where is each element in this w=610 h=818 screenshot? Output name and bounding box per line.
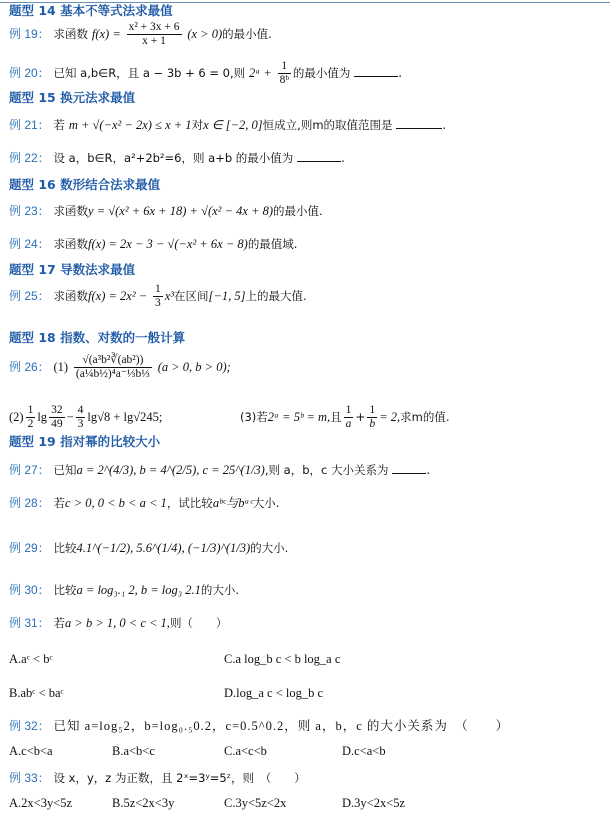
example-label: 例 23： <box>9 204 50 218</box>
fraction: $\frac{1}{a}$ <box>345 404 352 430</box>
example-19: 例 19： 求函数 f(x) = $\frac{\text{x² + 3x + 6}}{x + 1}$ (x > 0)的最小值. <box>9 21 272 47</box>
example-30: 例 30： 比较a = log₃.₁ 2, b = log₃ 2.1的大小. <box>9 583 240 597</box>
example-label: 例 32： <box>9 719 50 733</box>
option-d: D.log_a c < log_b c <box>224 686 324 700</box>
option-a: A.aᶜ < bᶜ <box>9 652 53 666</box>
section-title-17: 题型 17 导数法求最值 <box>9 262 136 277</box>
example-32: 例 32： 已知 a=log₅2，b=log₀.₅0.2，c=0.5^0.2，则 a，b，c 的大小关系为 （ ） <box>9 719 510 733</box>
fraction: $\frac{1}{3}$ <box>154 283 161 309</box>
example-22: 例 22： 设 a，b∈R，a²+2b²=6，则 a+b 的最小值为 . <box>9 151 345 165</box>
fraction: $\frac{4}{3}$ <box>77 404 84 430</box>
section-title-19: 题型 19 指对幂的比较大小 <box>9 434 161 449</box>
option-d: D.c<a<b <box>342 744 386 758</box>
fraction: $\frac{1}{\text{8ᵇ}}$ <box>279 60 289 86</box>
example-label: 例 29： <box>9 541 50 555</box>
fraction: $\frac{\text{x² + 3x + 6}}{x + 1}$ <box>128 21 180 47</box>
example-28: 例 28： 若c > 0, 0 < b < a < 1，试比较aᵇᶜ与bᵃᶜ大小. <box>9 496 280 510</box>
option-b: B.a<b<c <box>112 744 155 758</box>
answer-blank <box>392 462 426 474</box>
fraction: $\frac{\text{√(a³b²∛(ab²))}}{\text{(a¼b½)⁴a⁻⅓b⅓}}$ <box>75 354 150 380</box>
example-label: 例 21： <box>9 118 50 132</box>
example-label: 例 20： <box>9 66 50 80</box>
option-a: A.2x<3y<5z <box>9 796 73 810</box>
section-title-16: 题型 16 数形结合法求最值 <box>9 177 161 192</box>
example-21: 例 21： 若 m + √(−x² − 2x) ≤ x + 1对x ∈ [−2, 0]恒成立,则m的取值范围是 . <box>9 118 447 132</box>
example-20: 例 20： 已知 a,b∈R，且 a − 3b + 6 = 0,则 2ᵃ + $\frac{1}{\text{8ᵇ}}$ 的最小值为 . <box>9 60 403 86</box>
section-title-14: 题型 14 基本不等式法求最值 <box>9 3 173 18</box>
example-label: 例 22： <box>9 151 50 165</box>
option-b: B.5z<2x<3y <box>112 796 175 810</box>
section-title-18: 题型 18 指数、对数的一般计算 <box>9 330 186 345</box>
answer-blank <box>354 65 398 77</box>
option-c: C.a log_b c < b log_a c <box>224 652 341 666</box>
example-label: 例 24： <box>9 237 50 251</box>
example-label: 例 30： <box>9 583 50 597</box>
option-b: B.abᶜ < baᶜ <box>9 686 64 700</box>
answer-blank <box>396 117 442 129</box>
example-26-part3: (3)若2ᵃ = 5ᵇ = m,且 $\frac{1}{a}$ + $\frac{1}{b}$ = 2,求m的值. <box>240 404 450 430</box>
option-c: C.3y<5z<2x <box>224 796 287 810</box>
option-c: C.a<c<b <box>224 744 267 758</box>
example-31: 例 31： 若a > b > 1, 0 < c < 1,则（ ） <box>9 616 228 630</box>
example-label: 例 19： <box>9 27 50 41</box>
example-label: 例 33： <box>9 771 50 785</box>
example-label: 例 25： <box>9 289 50 303</box>
option-d: D.3y<2x<5z <box>342 796 406 810</box>
fraction: $\frac{1}{2}$ <box>27 404 34 430</box>
example-26-part1: 例 26： (1) $\frac{\text{√(a³b²∛(ab²))}}{\text{(a¼b½)⁴a⁻⅓b⅓}}$ (a > 0, b > 0); <box>9 354 231 380</box>
example-label: 例 27： <box>9 463 50 477</box>
section-title-15: 题型 15 换元法求最值 <box>9 90 136 105</box>
option-a: A.c<b<a <box>9 744 53 758</box>
example-26-part2: (2) $\frac{1}{2}$ lg $\frac{32}{49}$ − $\frac{4}{3}$ lg√8 + lg√245; <box>9 404 163 430</box>
example-24: 例 24： 求函数f(x) = 2x − 3 − √(−x² + 6x − 8)的最值域. <box>9 237 298 251</box>
example-25: 例 25： 求函数f(x) = 2x² − $\frac{1}{3}$ x³在区间[−1, 5]上的最大值. <box>9 283 307 309</box>
example-33: 例 33： 设 x，y，z 为正数，且 2ˣ=3ʸ=5ᶻ，则 （ ） <box>9 771 306 785</box>
answer-blank <box>297 150 341 162</box>
fraction: $\frac{1}{b}$ <box>369 404 376 430</box>
example-label: 例 31： <box>9 616 50 630</box>
example-29: 例 29： 比较4.1^(−1/2), 5.6^(1/4), (−1/3)^(1/3)的大小. <box>9 541 289 555</box>
example-label: 例 28： <box>9 496 50 510</box>
example-27: 例 27： 已知a = 2^(4/3), b = 4^(2/5), c = 25^(1/3),则 a，b，c 大小关系为 . <box>9 463 431 477</box>
fraction: $\frac{32}{49}$ <box>51 404 63 430</box>
example-label: 例 26： <box>9 360 50 374</box>
example-23: 例 23： 求函数y = √(x² + 6x + 18) + √(x² − 4x + 8)的最小值. <box>9 204 323 218</box>
